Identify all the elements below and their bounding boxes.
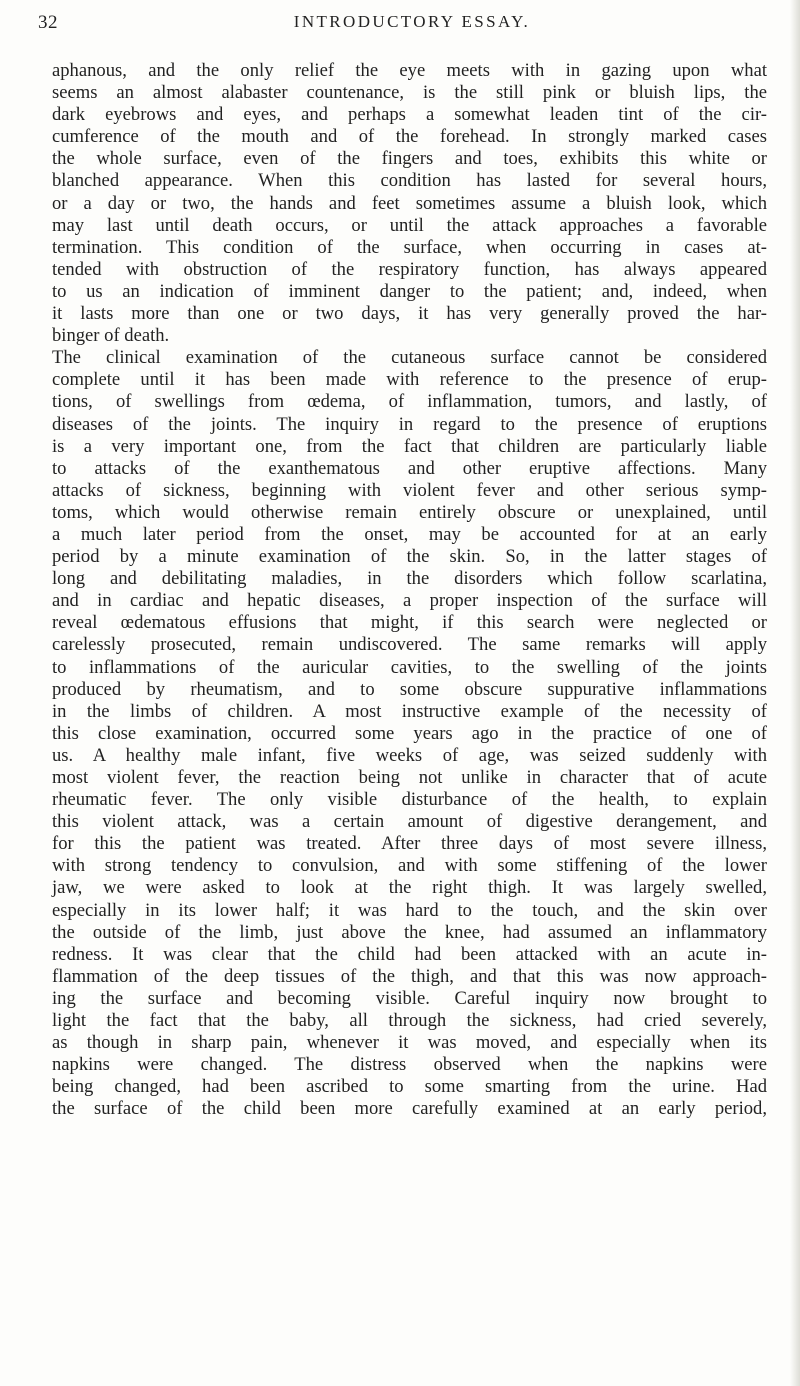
text-line: or a day or two, the hands and feet sometimes assume a bluish look, which bbox=[52, 192, 767, 214]
text-line: a much later period from the onset, may be accounted for at an early bbox=[52, 523, 767, 545]
text-line: period by a minute examination of the skin. So, in the latter stages of bbox=[52, 546, 767, 568]
text-line: ing the surface and becoming visible. Careful inquiry now brought to bbox=[52, 987, 767, 1009]
page-number: 32 bbox=[38, 12, 58, 33]
text-line: carelessly prosecuted, remain undiscovered. The same remarks will apply bbox=[52, 634, 767, 656]
text-line: tended with obstruction of the respiratory function, has always appeared bbox=[52, 258, 767, 280]
text-line: long and debilitating maladies, in the disorders which follow scarlatina, bbox=[52, 568, 767, 590]
text-line: binger of death. bbox=[52, 325, 170, 347]
text-line: attacks of sickness, beginning with violent fever and other serious symp- bbox=[52, 479, 767, 501]
text-line: especially in its lower half; it was hard to the touch, and the skin over bbox=[52, 899, 767, 921]
text-line: complete until it has been made with reference to the presence of erup- bbox=[52, 369, 767, 391]
text-line: as though in sharp pain, whenever it was moved, and especially when its bbox=[52, 1032, 767, 1054]
text-line: with strong tendency to convulsion, and with some stiffening of the lower bbox=[52, 855, 767, 877]
text-line: reveal œdematous effusions that might, if this search were neglected or bbox=[52, 612, 767, 634]
text-line: tions, of swellings from œdema, of inflammation, tumors, and lastly, of bbox=[52, 391, 767, 413]
text-line: dark eyebrows and eyes, and perhaps a somewhat leaden tint of the cir- bbox=[52, 104, 767, 126]
text-line: flammation of the deep tissues of the thigh, and that this was now approach- bbox=[52, 965, 767, 987]
text-line: The clinical examination of the cutaneous surface cannot be considered bbox=[52, 347, 767, 369]
text-line: the outside of the limb, just above the knee, had assumed an inflammatory bbox=[52, 921, 767, 943]
text-line: to us an indication of imminent danger to the patient; and, indeed, when bbox=[52, 280, 767, 302]
text-line: napkins were changed. The distress observed when the napkins were bbox=[52, 1054, 767, 1076]
text-line: is a very important one, from the fact that children are particularly liable bbox=[52, 435, 767, 457]
page-edge-shadow bbox=[790, 0, 800, 1386]
text-line: in the limbs of children. A most instructive example of the necessity of bbox=[52, 700, 767, 722]
text-line: produced by rheumatism, and to some obscure suppurative inflammations bbox=[52, 678, 767, 700]
text-line: it lasts more than one or two days, it has very generally proved the har- bbox=[52, 303, 767, 325]
running-head: INTRODUCTORY ESSAY. bbox=[293, 12, 531, 31]
text-line: this violent attack, was a certain amount of digestive derangement, and bbox=[52, 811, 767, 833]
text-line: to attacks of the exanthematous and other eruptive affections. Many bbox=[52, 457, 767, 479]
text-line: diseases of the joints. The inquiry in regard to the presence of eruptions bbox=[52, 413, 767, 435]
text-line: aphanous, and the only relief the eye meets with in gazing upon what bbox=[52, 60, 767, 81]
text-line: blanched appearance. When this condition has lasted for several hours, bbox=[52, 170, 767, 192]
text-line: most violent fever, the reaction being not unlike in character that of acute bbox=[52, 767, 767, 788]
text-line: toms, which would otherwise remain entirely obscure or unexplained, until bbox=[52, 501, 767, 523]
text-line: redness. It was clear that the child had been attacked with an acute in- bbox=[52, 943, 767, 965]
text-line: may last until death occurs, or until the attack approaches a favorable bbox=[52, 214, 767, 236]
text-line: the whole surface, even of the fingers and toes, exhibits this white or bbox=[52, 148, 767, 170]
text-line: the surface of the child been more carefully examined at an early period, bbox=[52, 1098, 767, 1120]
text-line: this close examination, occurred some years ago in the practice of one of bbox=[52, 722, 767, 744]
body-text bbox=[52, 60, 767, 1121]
text-line: jaw, we were asked to look at the right thigh. It was largely swelled, bbox=[52, 877, 767, 899]
text-line: for this the patient was treated. After three days of most severe illness, bbox=[52, 833, 767, 855]
text-line: cumference of the mouth and of the forehead. In strongly marked cases bbox=[52, 126, 767, 148]
text-line: termination. This condition of the surface, when occurring in cases at- bbox=[52, 236, 767, 258]
text-line: seems an almost alabaster countenance, is the still pink or bluish lips, the bbox=[52, 82, 767, 104]
text-line: to inflammations of the auricular cavities, to the swelling of the joints bbox=[52, 656, 767, 678]
text-line: rheumatic fever. The only visible disturbance of the health, to explain bbox=[52, 789, 767, 811]
text-line: and in cardiac and hepatic diseases, a proper inspection of the surface will bbox=[52, 590, 767, 612]
text-line: us. A healthy male infant, five weeks of age, was seized suddenly with bbox=[52, 744, 767, 766]
text-line: light the fact that the baby, all through the sickness, had cried severely, bbox=[52, 1010, 767, 1032]
text-line: being changed, had been ascribed to some smarting from the urine. Had bbox=[52, 1076, 767, 1098]
